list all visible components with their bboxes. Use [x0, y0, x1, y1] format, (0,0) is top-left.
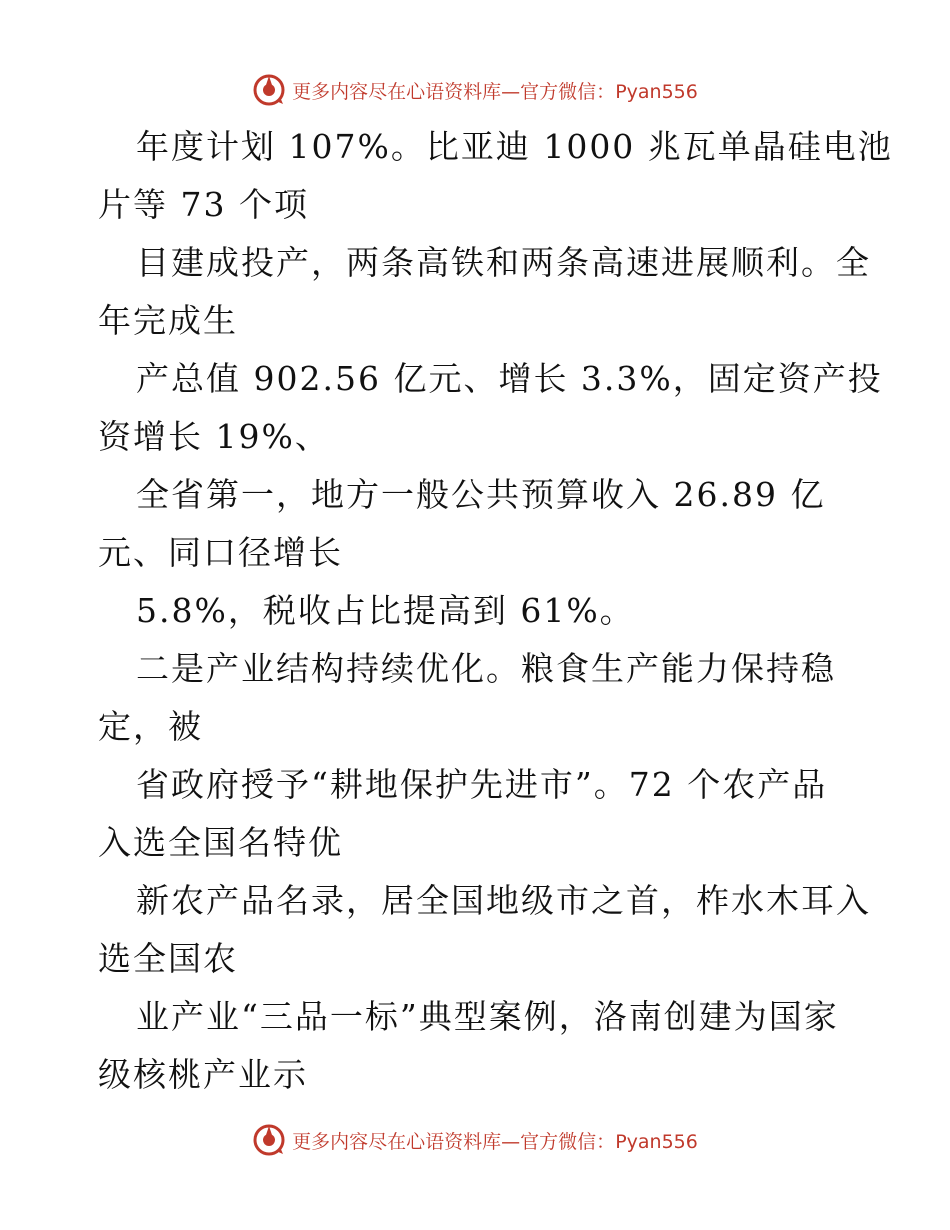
- header-watermark-text: [292, 77, 698, 104]
- footer-wechat-label: 官方微信：: [520, 1130, 616, 1153]
- body-line: 业产业“三品一标”典型案例，洛南创建为国家: [136, 997, 839, 1036]
- brand-logo-icon: [252, 73, 286, 107]
- body-line: 年度计划 107%。比亚迪 1000 兆瓦单晶硅电池: [136, 127, 893, 166]
- body-line: 定，被: [98, 707, 203, 746]
- body-line: 二是产业结构持续优化。粮食生产能力保持稳: [136, 649, 836, 688]
- document-body: [98, 118, 893, 1104]
- body-line: 年完成生: [98, 301, 238, 340]
- body-line: 资增长 19%、: [98, 417, 330, 456]
- header-watermark-banner: [0, 70, 950, 110]
- body-line: 元、同口径增长: [98, 533, 343, 572]
- body-line: 5.8%，税收占比提高到 61%。: [136, 591, 635, 630]
- header-site-text: 更多内容尽在心语资料库—: [292, 80, 521, 103]
- footer-watermark-banner: [0, 1120, 950, 1160]
- body-line: 目建成投产，两条高铁和两条高速进展顺利。全: [136, 243, 871, 282]
- body-line: 片等 73 个项: [98, 185, 309, 224]
- header-wechat-label: 官方微信：: [520, 80, 616, 103]
- footer-wechat-id: Pyan556: [615, 1130, 698, 1153]
- body-line: 入选全国名特优: [98, 823, 343, 862]
- footer-watermark-text: [292, 1127, 698, 1154]
- body-line: 全省第一，地方一般公共预算收入 26.89 亿: [136, 475, 826, 514]
- footer-site-text: 更多内容尽在心语资料库—: [292, 1130, 521, 1153]
- brand-logo-icon: [252, 1123, 286, 1157]
- body-line: 省政府授予“耕地保护先进市”。72 个农产品: [136, 765, 828, 804]
- body-line: 选全国农: [98, 939, 238, 978]
- header-wechat-id: Pyan556: [615, 80, 698, 103]
- body-line: 新农产品名录，居全国地级市之首，柞水木耳入: [136, 881, 871, 920]
- body-line: 产总值 902.56 亿元、增长 3.3%，固定资产投: [136, 359, 883, 398]
- body-line: 级核桃产业示: [98, 1055, 308, 1094]
